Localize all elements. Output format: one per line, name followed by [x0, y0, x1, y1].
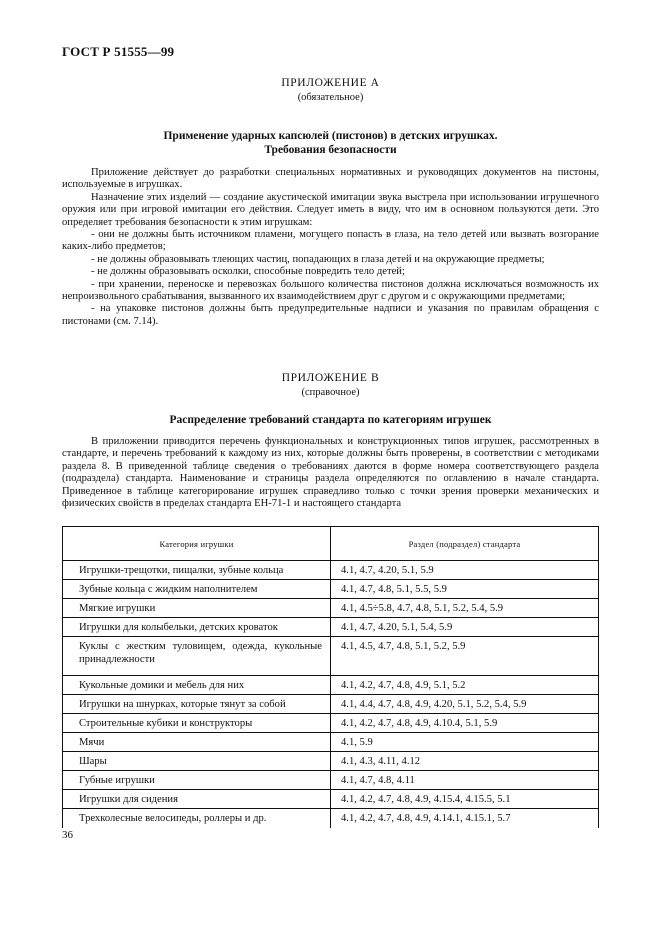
category-cell: Игрушки для сидения: [63, 790, 331, 809]
appendix-b-title: ПРИЛОЖЕНИЕ В: [281, 372, 380, 384]
table-row: [63, 733, 599, 752]
appendix-b-heading: Распределение требований стандарта по категориям игрушек: [169, 414, 492, 426]
table-header-row: [63, 527, 599, 561]
table-row: [63, 676, 599, 695]
category-cell: Кукольные домики и мебель для них: [63, 676, 331, 695]
list-item: - не должны образовывать тлеющих частиц, попадающих в глаза детей и на окружающие предметы;: [91, 253, 545, 265]
table-row: [63, 771, 599, 790]
paragraph: Приложение действует до разработки специальных нормативных и руководящих документов на пистоны, используемые в игрушках.: [62, 167, 599, 191]
sections-cell: 4.1, 4.2, 4.7, 4.8, 4.9, 4.14.1, 4.15.1, 5.7: [331, 809, 599, 828]
sections-cell: 4.1, 4.5, 4.7, 4.8, 5.1, 5.2, 5.9: [331, 637, 599, 676]
sections-cell: 4.1, 4.7, 4.8, 4.11: [331, 771, 599, 790]
sections-cell: 4.1, 4.7, 4.20, 5.1, 5.9: [331, 561, 599, 580]
category-table: [62, 526, 599, 828]
appendix-a-heading: [62, 129, 599, 157]
column-header-category: Категория игрушки: [63, 527, 331, 561]
sections-cell: 4.1, 4.2, 4.7, 4.8, 4.9, 4.15.4, 4.15.5, 5.1: [331, 790, 599, 809]
sections-cell: 4.1, 5.9: [331, 733, 599, 752]
sections-cell: 4.1, 4.5÷5.8, 4.7, 4.8, 5.1, 5.2, 5.4, 5.9: [331, 599, 599, 618]
list-item: - на упаковке пистонов должны быть предупредительные надписи и указания по правилам обращения с пистонами (см. 7.14).: [62, 303, 599, 327]
table-row: [63, 599, 599, 618]
category-cell: Мягкие игрушки: [63, 599, 331, 618]
table-row: [63, 714, 599, 733]
category-cell: Строительные кубики и конструкторы: [63, 714, 331, 733]
table-row: [63, 809, 599, 828]
appendix-a-body: [62, 167, 599, 328]
category-cell: Трехколесные велосипеды, роллеры и др.: [63, 809, 331, 828]
list-item: - они не должны быть источником пламени, могущего попасть в глаза, на тело детей или вызвать возгорание каких-либо предметов;: [62, 229, 599, 253]
appendix-a-heading-line1: Применение ударных капсюлей (пистонов) в детских игрушках.: [163, 130, 498, 142]
category-cell: Куклы с жестким туловищем, одежда, кукольные принадлежности: [63, 637, 331, 676]
category-cell: Губные игрушки: [63, 771, 331, 790]
paragraph: Назначение этих изделий — создание акустической имитации звука выстрела при использовании игрушечного оружия или при игровой имитации его действия. Следует иметь в виду, что им в основном пользуются дети. Это определяет требования безопасности к этим игрушкам:: [62, 191, 599, 228]
appendix-b-type: (справочное): [301, 387, 360, 398]
paragraph: В приложении приводится перечень функциональных и конструкционных типов игрушек, рассмотренных в стандарте, и перечень требований к каждому из них, которые должны быть проверены, в соответствии с методиками раздела 8. В приведенной таблице сведения о требованиях даются в форме номера соответствующего раздела (подраздела) стандарта. Наименование и страницы раздела определяются по оглавлению в начале стандарта. Приведенное в таблице категорирование игрушек справедливо только с точки зрения проверки механических и физических свойств в пределах стандарта ЕН-71-1 и настоящего стандарта: [62, 436, 599, 510]
category-cell: Игрушки на шнурках, которые тянут за собой: [63, 695, 331, 714]
sections-cell: 4.1, 4.4, 4.7, 4.8, 4.9, 4.20, 5.1, 5.2, 5.4, 5.9: [331, 695, 599, 714]
table-row: [63, 695, 599, 714]
category-cell: Шары: [63, 752, 331, 771]
table-row: [63, 752, 599, 771]
table-row: [63, 618, 599, 637]
table-row: [63, 561, 599, 580]
appendix-a-type: (обязательное): [297, 92, 364, 103]
list-item: - при хранении, переноске и перевозках большого количества пистонов должна исключаться возможность их непроизвольного срабатывания, вызванного их взаимодействием друг с другом и с окружающими предметами;: [62, 278, 599, 303]
table-row: [63, 580, 599, 599]
appendix-a-title: ПРИЛОЖЕНИЕ А: [281, 77, 380, 89]
sections-cell: 4.1, 4.7, 4.20, 5.1, 5.4, 5.9: [331, 618, 599, 637]
sections-cell: 4.1, 4.2, 4.7, 4.8, 4.9, 5.1, 5.2: [331, 676, 599, 695]
column-header-sections: Раздел (подраздел) стандарта: [331, 527, 599, 561]
category-cell: Мячи: [63, 733, 331, 752]
sections-cell: 4.1, 4.7, 4.8, 5.1, 5.5, 5.9: [331, 580, 599, 599]
appendix-b-body: [62, 436, 599, 510]
list-item: - не должны образовывать осколки, способные повредить тело детей;: [91, 266, 405, 278]
sections-cell: 4.1, 4.3, 4.11, 4.12: [331, 752, 599, 771]
category-cell: Игрушки-трещотки, пищалки, зубные кольца: [63, 561, 331, 580]
standard-header: ГОСТ Р 51555—99: [62, 44, 175, 59]
table-row: [63, 637, 599, 676]
table-row: [63, 790, 599, 809]
page-number: 36: [62, 829, 73, 841]
category-cell: Зубные кольца с жидким наполнителем: [63, 580, 331, 599]
sections-cell: 4.1, 4.2, 4.7, 4.8, 4.9, 4.10.4, 5.1, 5.9: [331, 714, 599, 733]
category-cell: Игрушки для колыбельки, детских кроваток: [63, 618, 331, 637]
appendix-a-heading-line2: Требования безопасности: [264, 144, 397, 156]
